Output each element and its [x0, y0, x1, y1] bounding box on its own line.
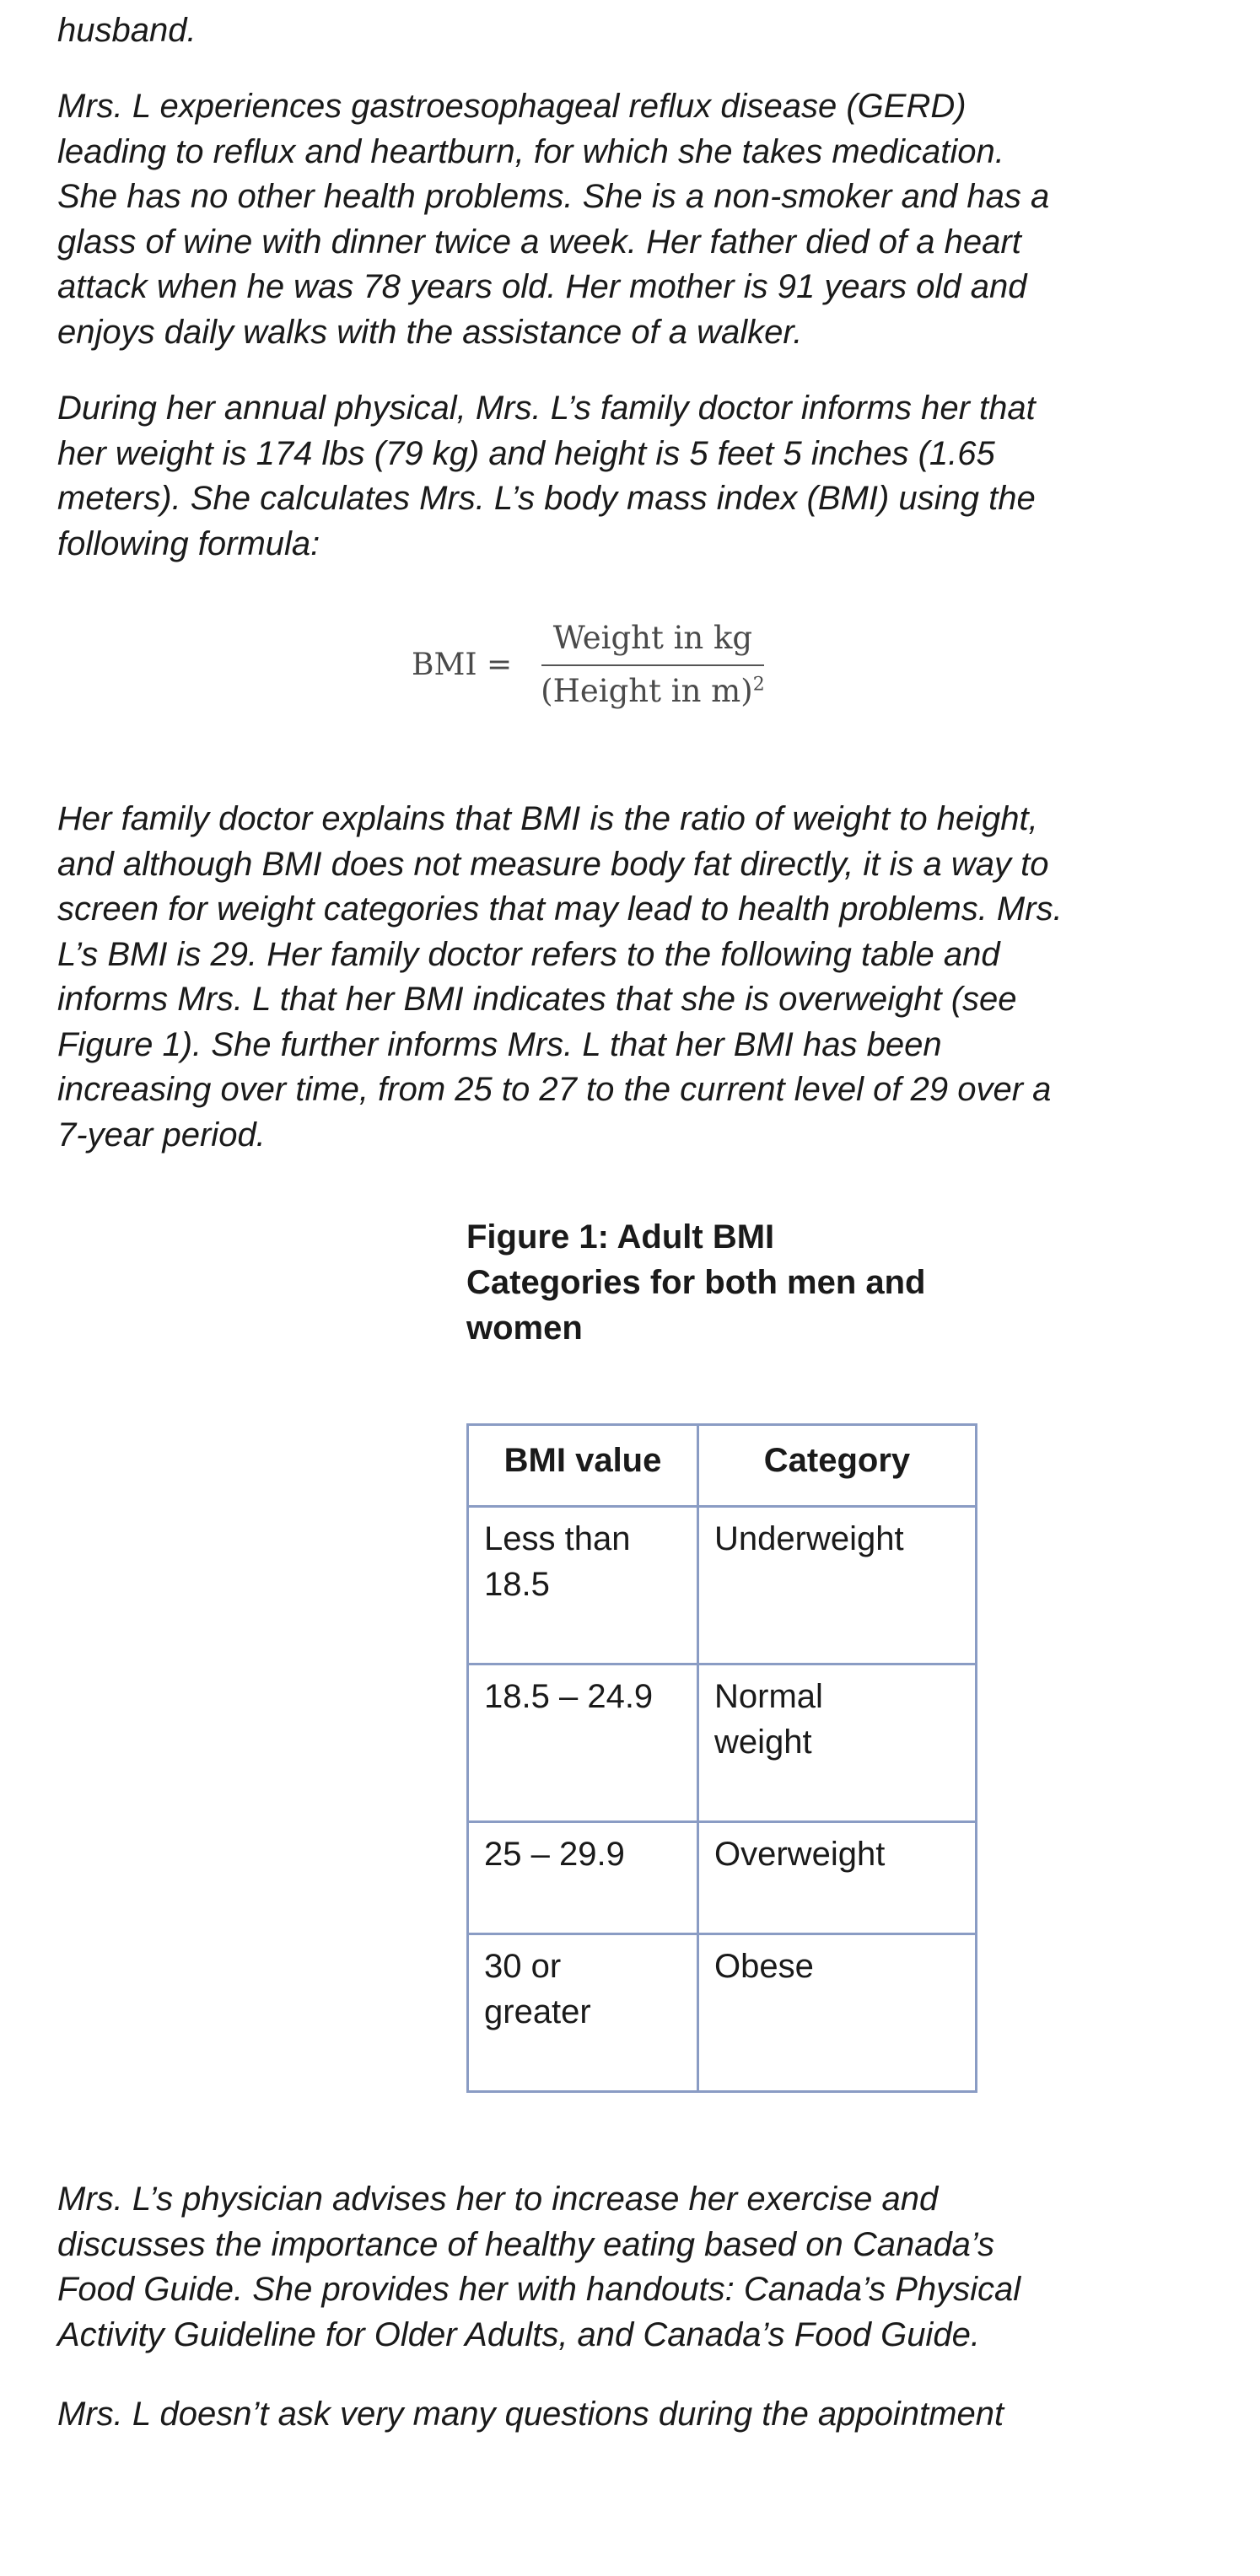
table-cell-category: Normal weight: [698, 1664, 977, 1822]
paragraph-medical-history: Mrs. L experiences gastroesophageal reflux disease (GERD) leading to reflux and heartburn, for which she takes medication. She has no other health problems. She is a non-smoker and has a glass of wine with dinner twice a week. Her father died of a heart attack when he was 78 years old. Her mother is 91 years old and enjoys daily walks with the assistance of a walker.: [57, 88, 1050, 351]
formula-denominator: (Height in m): [541, 673, 753, 709]
table-cell-bmi-value: 25 – 29.9: [468, 1822, 698, 1934]
formula-exponent: 2: [752, 674, 765, 696]
table-cell-bmi-value: 18.5 – 24.9: [468, 1664, 698, 1822]
paragraph-bmi-explanation: Her family doctor explains that BMI is the ratio of weight to height, and although BMI does not measure body fat directly, it is a way to screen for weight categories that may lead to health problems. Mrs. L’s BMI is 29. Her family doctor refers to the following table and informs Mrs. L that her BMI indicates that she is overweight (see Figure 1). She further informs Mrs. L that her BMI has been increasing over time, from 25 to 27 to the current level of 29 over a 7-year period.: [57, 800, 1063, 1154]
formula-fraction: [529, 620, 777, 709]
table-header-category: Category: [698, 1425, 977, 1507]
table-header-bmi-value: BMI value: [468, 1425, 698, 1507]
table-row: [468, 1934, 977, 2092]
table-cell-bmi-value: 30 or greater: [468, 1934, 698, 2092]
figure-caption: Figure 1: Adult BMI Categories for both men and women: [466, 1218, 926, 1347]
table-cell-category: Obese: [698, 1934, 977, 2092]
table-row: [468, 1664, 977, 1822]
formula-numerator: Weight in kg: [541, 620, 764, 666]
formula-denominator-wrap: [529, 666, 777, 709]
bmi-formula: [412, 620, 777, 709]
table-header-row: [468, 1425, 977, 1507]
table-cell-bmi-value: Less than 18.5: [468, 1507, 698, 1664]
formula-lhs: BMI =: [412, 647, 513, 682]
paragraph-physician-advice: Mrs. L’s physician advises her to increase her exercise and discusses the importance of healthy eating based on Canada’s Food Guide. She provides her with handouts: Canada’s Physical Activity Guideline for Older Adults, and Canada’s Food Guide.: [57, 2181, 1021, 2353]
paragraph-husband: husband.: [57, 12, 197, 49]
table-row: [468, 1507, 977, 1664]
paragraph-appointment: Mrs. L doesn’t ask very many questions during the appointment: [57, 2396, 1004, 2433]
table-row: [468, 1822, 977, 1934]
bmi-categories-table: [466, 1423, 977, 2093]
table-cell-category: Overweight: [698, 1822, 977, 1934]
table-cell-category: Underweight: [698, 1507, 977, 1664]
paragraph-annual-physical: During her annual physical, Mrs. L’s family doctor informs her that her weight is 174 lbs (79 kg) and height is 5 feet 5 inches (1.65 meters). She calculates Mrs. L’s body mass index (BMI) using the following formula:: [57, 390, 1036, 562]
